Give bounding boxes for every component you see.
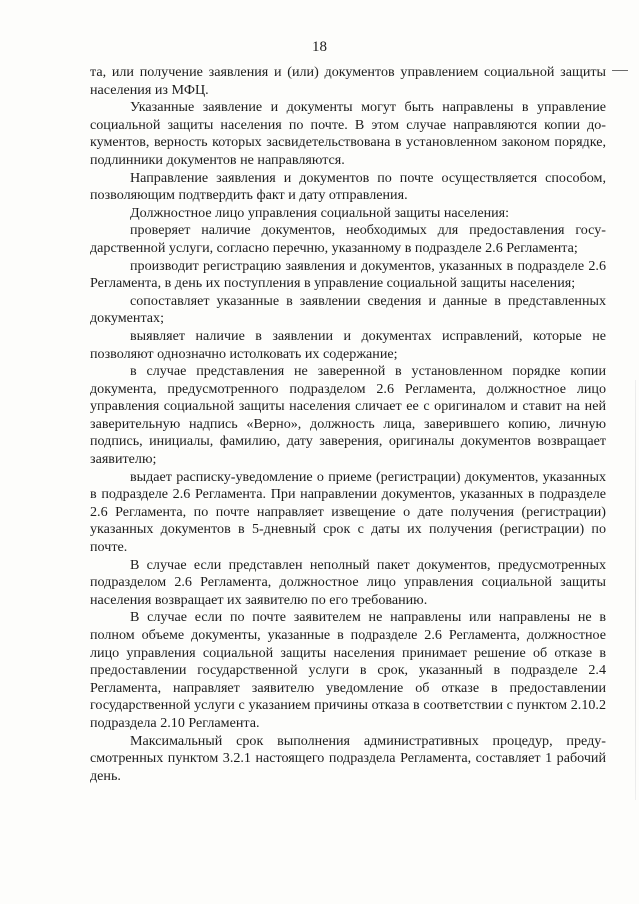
paragraph: В случае если по почте заявителем не направлены или направлены не в полном объеме документы, указанные в подразделе 2.6 Регламента, должностное лицо управления социальной защиты населения принимает решение об отказе в предоставлении государственной услуги в срок, указанный в подразделе 2.4 Регламента, направляет заявителю уведомление об отказе в предоставлении государственной услуги с указанием причины отказа в соответствии с пунктом 2.10.2 подраздела 2.10 Регламента.: [90, 609, 606, 731]
list-item: производит регистрацию заявления и документов, указанных в подразделе 2.6 Регламента, в день их поступления в управление социальной защиты населения;: [90, 257, 606, 292]
list-item: выдает расписку-уведомление о приеме (регистрации) документов, указанных в подразделе 2.6 Регламента. При направлении документов, указанных в подразделе 2.6 Регламента, по почте направляет извещение о дате получения (регистрации) указанных документов в 5-дневный срок с даты их получения (регистрации) по почте.: [90, 468, 606, 556]
page-number: 18: [312, 39, 327, 55]
paragraph: Должностное лицо управления социальной защиты населения:: [130, 204, 510, 221]
list-item: сопоставляет указанные в заявлении сведения и данные в представленных документах;: [90, 292, 606, 327]
paragraph: Направление заявления и документов по почте осуществляется способом, позволяющим подтвердить факт и дату отправления.: [90, 169, 606, 204]
list-item: выявляет наличие в заявлении и документах исправлений, которые не позволяют однозначно истолковать их содержание;: [90, 327, 606, 362]
scan-mark: [612, 70, 628, 71]
list-item: в случае представления не заверенной в установленном порядке копии документа, предусмотренного подразделом 2.6 Регламента, должностное лицо управления социальной защиты населения сличает ее с оригиналом и ставит на ней заверительную надпись «Верно», должность лица, заверившего копию, личную подпись, инициалы, фамилию, дату заверения, оригиналы документов возвращает заявителю;: [90, 363, 606, 468]
paragraph: та, или получение заявления и (или) документов управлением социальной защиты населения из МФЦ.: [90, 64, 606, 98]
list-item: проверяет наличие документов, необходимых для предоставления государственной услуги, согласно перечню, указанному в подразделе 2.6 Регламента;: [90, 222, 606, 256]
paragraph: В случае если представлен неполный пакет документов, предусмотренных подразделом 2.6 Регламента, должностное лицо управления социальной защиты населения возвращает их заявителю по его требованию.: [90, 556, 606, 608]
paragraph: Максимальный срок выполнения административных процедур, предусмотренных пунктом 3.2.1 настоящего подраздела Регламента, составляет 1 рабочий день.: [90, 732, 606, 784]
body-text: [90, 64, 606, 785]
scan-edge-shadow: [635, 380, 636, 800]
paragraph: Указанные заявление и документы могут быть направлены в управление социальной защиты населения по почте. В этом случае направляются копии документов, верность которых засвидетельствована в установленном законом порядке, подлинники документов не направляются.: [90, 99, 606, 168]
